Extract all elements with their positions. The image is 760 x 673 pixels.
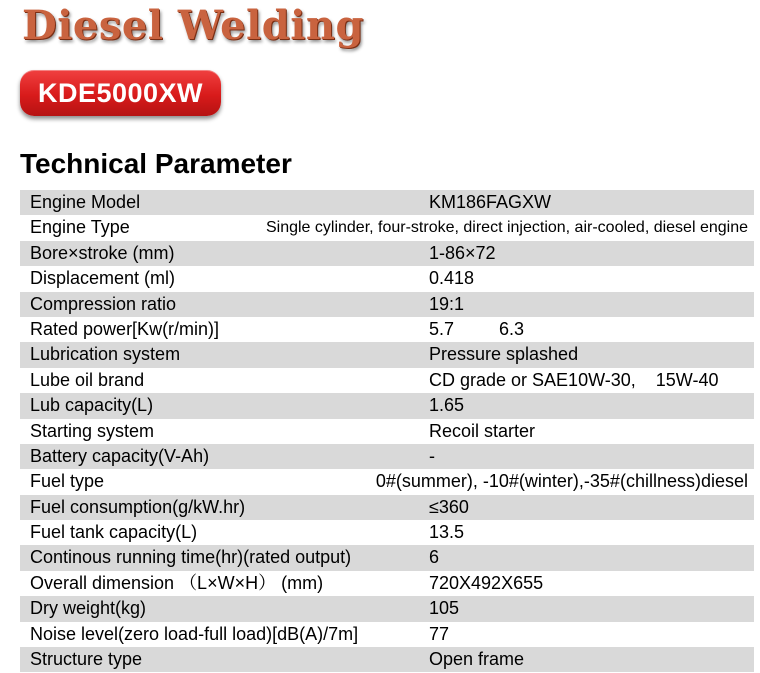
spec-label: Compression ratio (30, 293, 177, 314)
spec-label: Rated power[Kw(r/min)] (30, 318, 220, 339)
spec-label: Overall dimension （L×W×H） (mm) (30, 572, 324, 593)
spec-label: Lub capacity(L) (30, 395, 154, 416)
spec-value: Single cylinder, four-stroke, direct injection, air-cooled, diesel engine (265, 219, 748, 237)
spec-label: Continous running time(hr)(rated output) (30, 547, 352, 568)
spec-label: Engine Model (30, 192, 141, 212)
spec-row-engine-model (20, 190, 754, 215)
spec-row-structure-type (20, 647, 754, 672)
spec-row-rated-power (20, 317, 754, 342)
spec-row-lubrication-system (20, 342, 754, 367)
spec-value: 0.418 (429, 268, 475, 289)
spec-label: Fuel consumption(g/kW.hr) (30, 496, 246, 517)
spec-row-compression-ratio (20, 292, 754, 317)
spec-label: Noise level(zero load-full load)[dB(A)/7m] (30, 623, 359, 644)
spec-label: Bore×stroke (mm) (30, 242, 175, 263)
spec-value: 6 (429, 547, 440, 568)
spec-label: Lube oil brand (30, 369, 145, 390)
spec-row-lube-oil-brand (20, 368, 754, 393)
model-badge: KDE5000XW (20, 70, 221, 116)
spec-value: 77 (429, 623, 450, 644)
spec-value: - (429, 445, 435, 466)
spec-value: 105 (429, 598, 460, 619)
spec-value: 1-86×72 (429, 242, 496, 263)
spec-row-fuel-tank-capacity (20, 520, 754, 545)
spec-value: 720X492X655 (429, 572, 544, 593)
spec-row-dry-weight (20, 596, 754, 621)
spec-value: 1.65 (429, 395, 465, 416)
spec-label: Dry weight(kg) (30, 598, 147, 619)
spec-row-bore-stroke (20, 241, 754, 266)
spec-value: ≤360 (429, 496, 469, 517)
spec-label: Battery capacity(V-Ah) (30, 445, 210, 466)
spec-value: Pressure splashed (429, 344, 579, 365)
spec-label: Starting system (30, 420, 155, 441)
spec-row-displacement (20, 266, 754, 291)
spec-value: CD grade or SAE10W-30, 15W-40 (429, 369, 719, 390)
spec-row-lub-capacity (20, 393, 754, 418)
spec-row-overall-dimension (20, 571, 754, 596)
spec-row-battery-capacity (20, 444, 754, 469)
spec-label: Lubrication system (30, 344, 181, 365)
spec-label: Fuel type (30, 471, 105, 492)
page-title: Diesel Welding (22, 2, 364, 49)
spec-value: 13.5 (429, 522, 465, 543)
spec-value: Recoil starter (429, 420, 536, 441)
spec-row-noise-level (20, 622, 754, 647)
spec-label: Displacement (ml) (30, 268, 176, 289)
spec-label: Fuel tank capacity(L) (30, 522, 198, 543)
spec-value: 0#(summer), -10#(winter),-35#(chillness)diesel (375, 471, 748, 492)
section-title: Technical Parameter (20, 148, 292, 179)
spec-value: 5.7 6.3 (429, 318, 525, 339)
spec-row-fuel-consumption (20, 495, 754, 520)
spec-value: 19:1 (429, 293, 465, 314)
spec-row-fuel-type (20, 469, 754, 494)
spec-value: Open frame (429, 649, 525, 670)
spec-label: Structure type (30, 649, 143, 670)
spec-table (20, 190, 754, 672)
spec-row-running-time (20, 545, 754, 570)
spec-value: KM186FAGXW (429, 192, 552, 212)
spec-row-starting-system (20, 419, 754, 444)
spec-label: Engine Type (30, 217, 130, 238)
spec-row-engine-type (20, 215, 754, 240)
